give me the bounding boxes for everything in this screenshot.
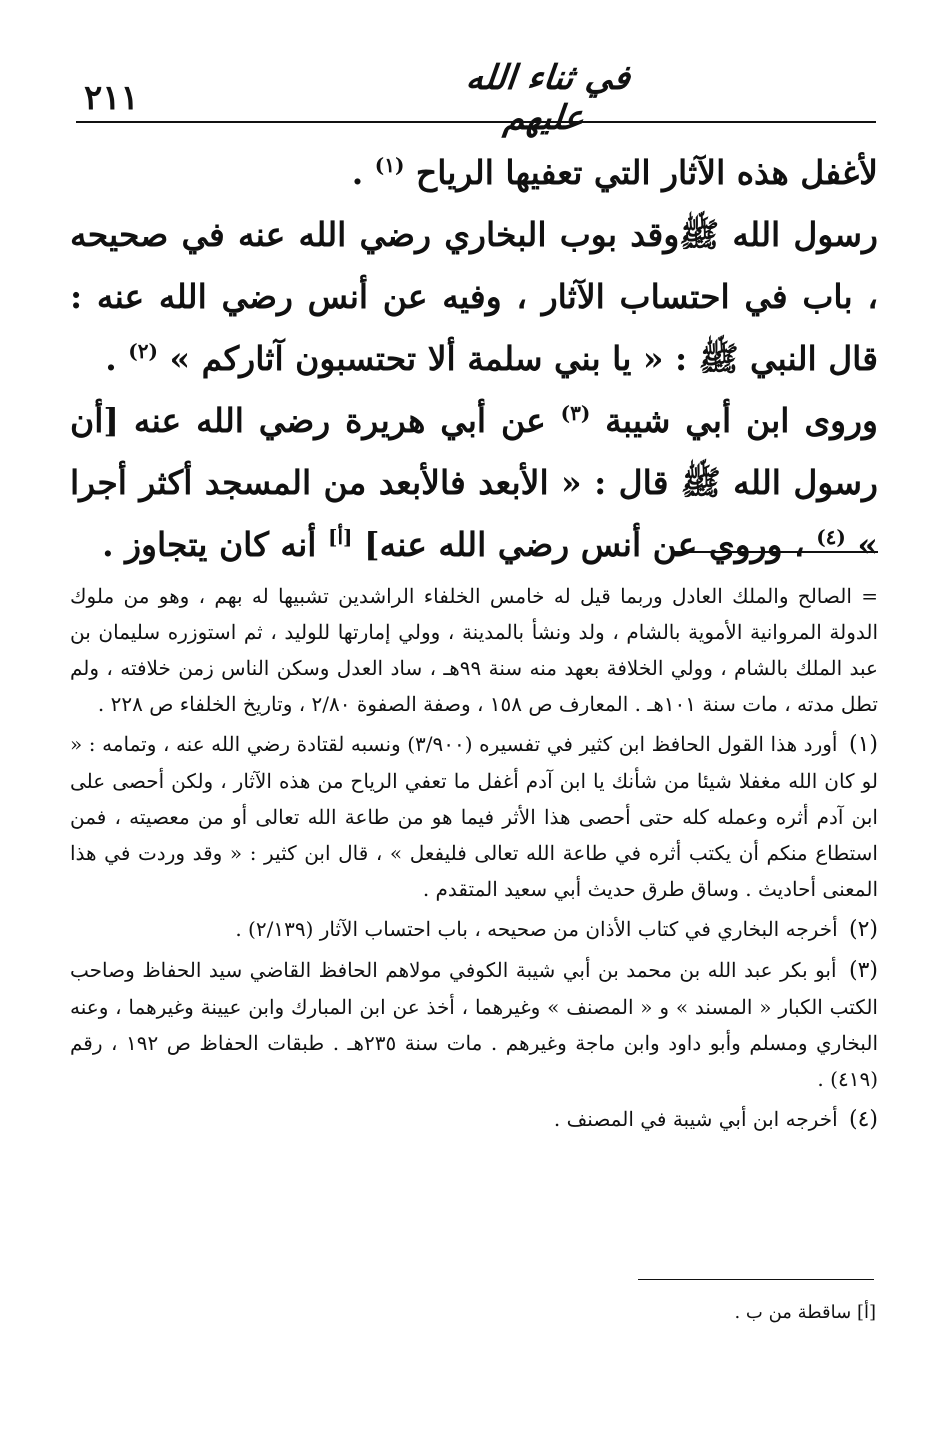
footnote-text: أخرجه البخاري في كتاب الأذان من صحيحه ، باب احتساب الآثار (٢/١٣٩) . — [235, 917, 838, 941]
footnote-marker-1: (١) — [374, 153, 405, 177]
main-text — [70, 142, 878, 576]
sentence-end: . — [351, 153, 364, 192]
sentence-end: . — [105, 339, 117, 378]
footnotes — [70, 578, 878, 1142]
variant-notes-rule — [638, 1279, 874, 1280]
main-paragraph-3 — [70, 390, 878, 576]
footnote-text: أبو بكر عبد الله بن محمد بن أبي شيبة الكوفي مولاهم الحافظ القاضي سيد الحفاظ وصاحب الكتب الكبار « المسند » و « المصنف » وغيرهما ، أخذ عن ابن المبارك وابن عيينة وغيرهما ، وعنه البخاري ومسلم وأبو داود وابن ماجة وغيرهم . مات سنة ٢٣٥هـ . طبقات الحفاظ ص ١٩٢ ، رقم (٤١٩) . — [70, 958, 878, 1091]
footnote-1 — [70, 726, 878, 907]
footnote-marker-3: (٣) — [560, 401, 591, 425]
variant-note — [600, 1302, 876, 1323]
footnote-text: أورد هذا القول الحافظ ابن كثير في تفسيره (٣/٩٠٠) ونسبه لقتادة رضي الله عنه ، وتمامه : « لو كان الله مغفلا شيئا من شأنك يا ابن آدم أغفل ما تعفي الرياح من هذه الآثار ، ولكن أحصى على ابن آدم أثره وعمله كله حتى أحصى هذا الأثر فيما هو من طاعة الله تعالى أو من معصيته ، فمن استطاع منكم أن يكتب أثره في طاعة الله تعالى فليفعل » ، قال ابن كثير : « وقد وردت في هذا المعنى أحاديث . وساق طرق حديث أبي سعيد المتقدم . — [70, 732, 878, 901]
main-line-7: أنه كان يتجاوز . — [102, 525, 317, 564]
main-paragraph-2 — [70, 204, 878, 390]
running-title: في ثناء الله عليهم — [464, 58, 633, 138]
footnote-text: أخرجه ابن أبي شيبة في المصنف . — [553, 1107, 838, 1131]
variant-marker: [أ] — [856, 1302, 876, 1323]
variant-marker-a: [أ] — [327, 525, 353, 549]
footnote-marker-4: (٤) — [816, 525, 846, 549]
footnote-4 — [70, 1101, 878, 1138]
header-rule — [76, 121, 876, 123]
page-header — [76, 52, 876, 138]
footnote-marker-2: (٢) — [128, 339, 158, 363]
main-paragraph-1 — [70, 142, 878, 204]
footnote-number: (٢) — [848, 917, 878, 942]
variant-text: ساقطة من ب . — [734, 1302, 852, 1323]
page-number: ٢١١ — [84, 78, 139, 118]
main-line-1: لأغفل هذه الآثار التي تعفيها الرياح — [415, 153, 878, 192]
footnote-continuation: = الصالح والملك العادل وربما قيل له خامس الخلفاء الراشدين تشبيها له بهم ، وهو من ملوك الدولة المروانية الأموية بالشام ، ولد ونشأ بالمدينة ، وولي إمارتها للوليد ، ثم استوزره سليمان بن عبد الملك بالشام ، وولي الخلافة بعهد منه سنة ٩٩هـ ، ساد العدل وسكن الناس زمن خلافته ، ولم تطل مدته ، مات سنة ١٠١هـ . المعارف ص ١٥٨ ، وصفة الصفوة ٢/٨٠ ، وتاريخ الخلفاء ص ٢٢٨ . — [70, 584, 878, 716]
main-text-rule — [672, 551, 878, 553]
footnote-3 — [70, 952, 878, 1097]
main-line-3: « يا بني سلمة ألا تحتسبون آثاركم » — [169, 339, 664, 378]
footnote-2 — [70, 911, 878, 948]
main-line-6: ، وروي عن أنس رضي الله عنه] — [363, 525, 805, 564]
footnote-number: (٣) — [848, 958, 878, 983]
main-line-5: عن أبي هريرة رضي الله عنه [أن رسول الله ﷺ قال : « الأبعد فالأبعد من المسجد أكثر أجرا » — [70, 401, 878, 564]
main-line-4: وروى ابن أبي شيبة — [605, 401, 878, 440]
footnote-number: (١) — [849, 732, 879, 757]
main-line-2: رسول الله ﷺوقد بوب البخاري رضي الله عنه في صحيحه ، باب في احتساب الآثار ، وفيه عن أنس رضي الله عنه : قال النبي ﷺ : — [70, 215, 878, 378]
footnote-number: (٤) — [848, 1107, 878, 1132]
